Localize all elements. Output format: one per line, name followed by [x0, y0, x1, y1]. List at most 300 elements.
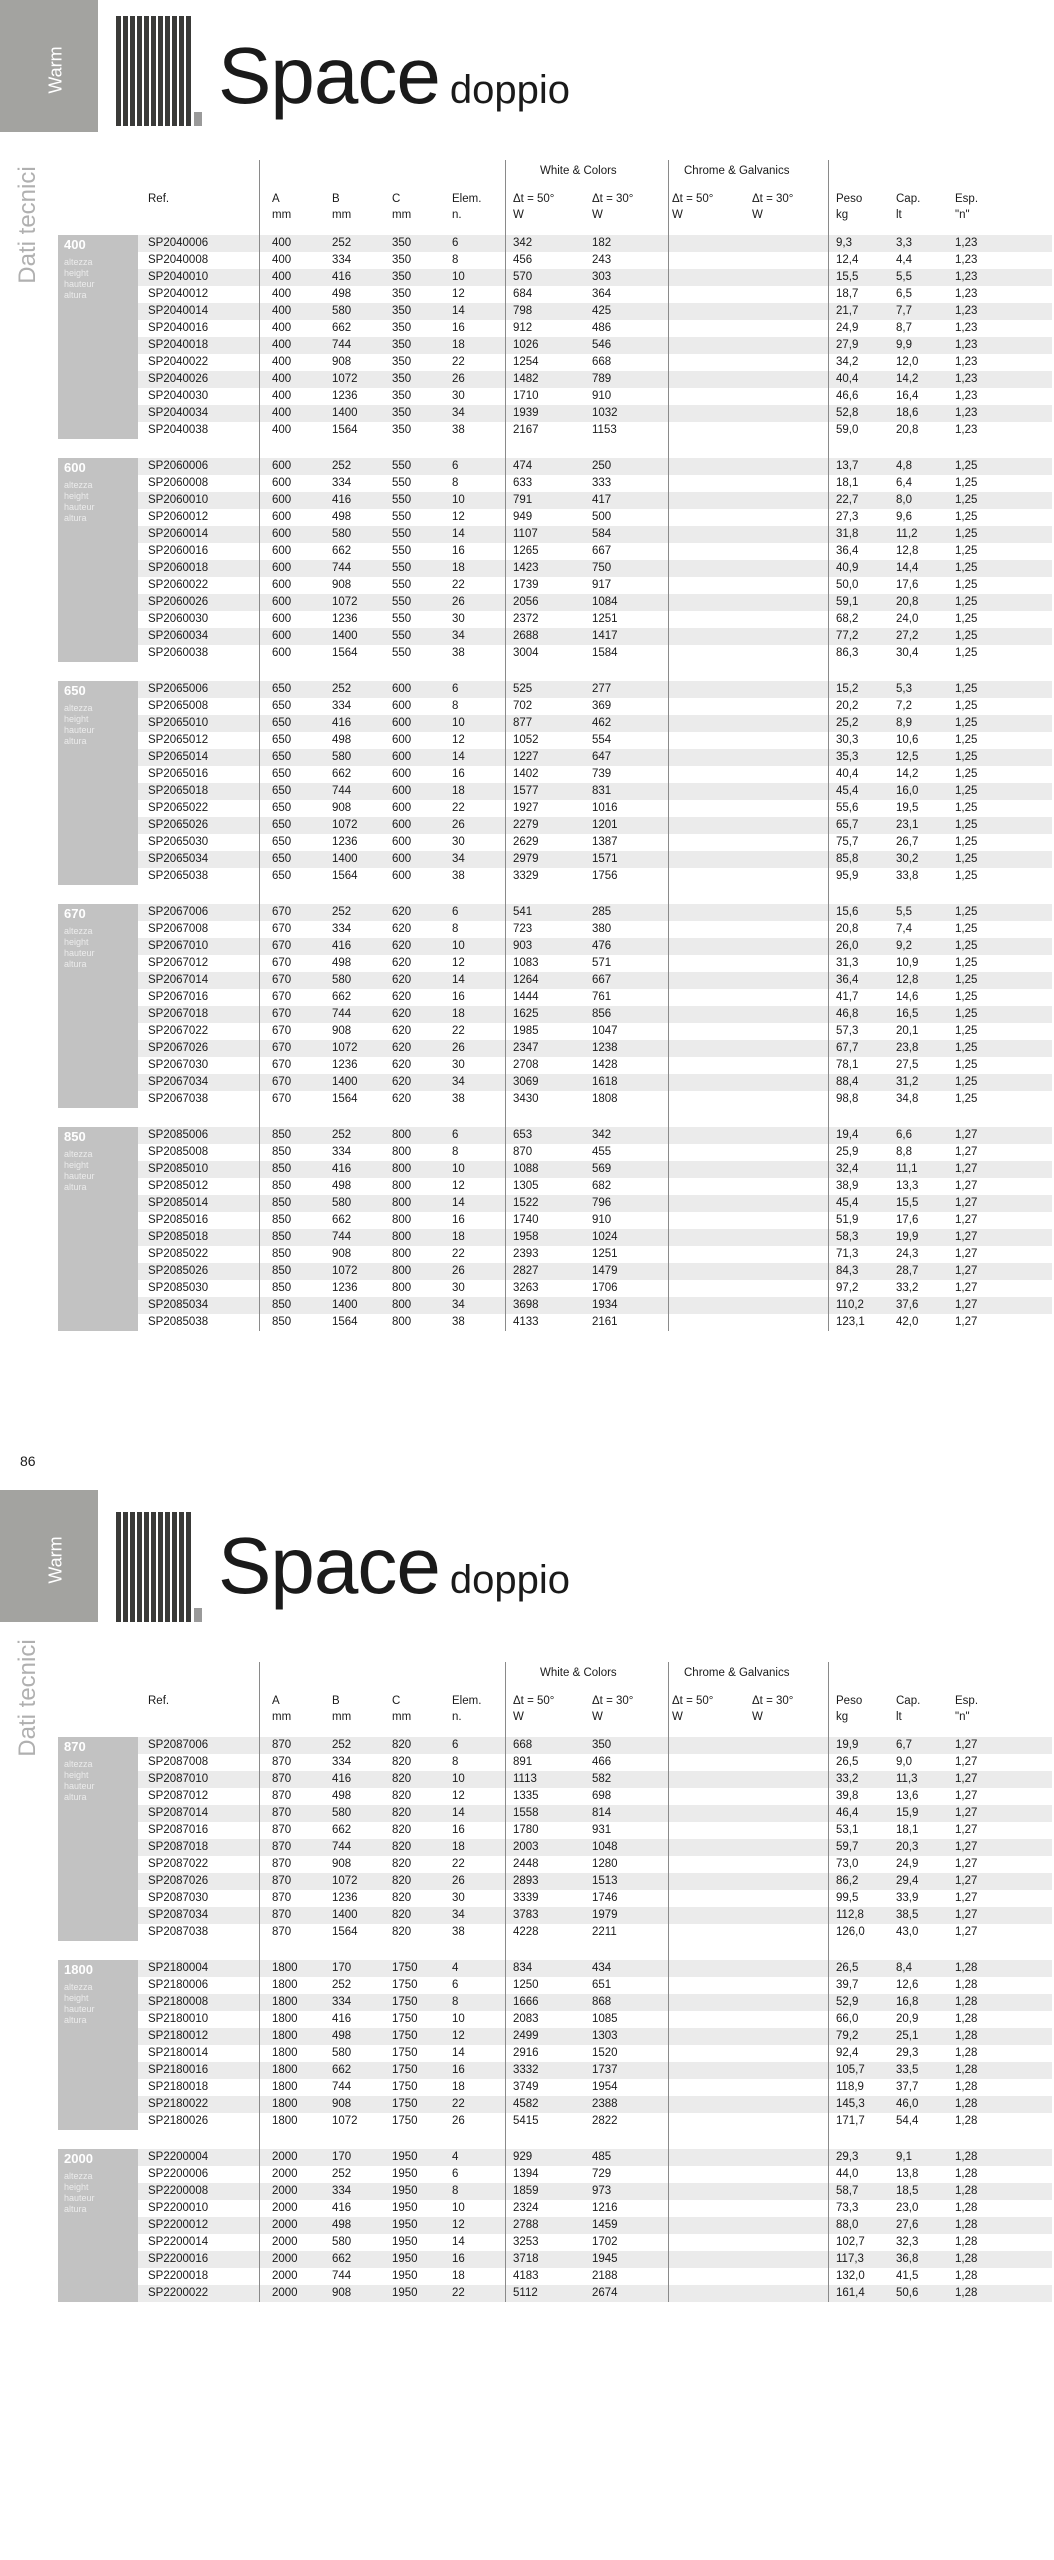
table-cell: 334 [332, 2185, 352, 2197]
table-cell: 73,0 [836, 1858, 859, 1870]
table-cell: 252 [332, 460, 352, 472]
table-cell: 1750 [392, 2098, 418, 2110]
table-row [138, 1994, 1052, 2011]
title-sub: doppio [449, 68, 570, 112]
table-cell: 34 [452, 407, 465, 419]
table-cell: 1,27 [955, 1739, 978, 1751]
height-group [58, 1960, 1052, 2130]
table-cell: 620 [392, 1042, 412, 1054]
table-cell: 800 [392, 1316, 412, 1328]
table-cell: 12 [452, 2219, 465, 2231]
table-row [138, 405, 1052, 422]
table-cell: 1,28 [955, 2202, 978, 2214]
group-label [58, 1960, 138, 2130]
table-cell: 744 [332, 1008, 352, 1020]
table-cell: 800 [392, 1265, 412, 1277]
table-cell: 600 [272, 613, 292, 625]
table-cell: 118,9 [836, 2081, 864, 2093]
table-cell: SP2060038 [148, 647, 209, 659]
table-cell: 1,25 [955, 768, 978, 780]
table-row [138, 543, 1052, 560]
table-cell: 18 [452, 785, 465, 797]
table-cell: SP2060012 [148, 511, 209, 523]
table-cell: 1,25 [955, 991, 978, 1003]
catalog-page-2 [0, 1490, 1054, 2560]
table-cell: 400 [272, 254, 292, 266]
table-cell: 26 [452, 1042, 465, 1054]
table-cell: SP2180022 [148, 2098, 209, 2110]
table-cell: 18,1 [896, 1824, 919, 1836]
table-cell: 27,2 [896, 630, 919, 642]
table-cell: 66,0 [836, 2013, 859, 2025]
table-cell: 1,27 [955, 1875, 978, 1887]
table-cell: 820 [392, 1756, 412, 1768]
table-cell: 1072 [332, 1875, 358, 1887]
table-cell: 856 [592, 1008, 612, 1020]
table-cell: 1084 [592, 596, 618, 608]
table-cell: 2000 [272, 2168, 298, 2180]
table-cell: 44,0 [836, 2168, 859, 2180]
table-cell: 416 [332, 717, 352, 729]
title-main: Space [218, 31, 440, 120]
table-row [138, 681, 1052, 698]
table-cell: 744 [332, 2081, 352, 2093]
table-cell: 670 [272, 923, 292, 935]
table-cell: 1,28 [955, 2287, 978, 2299]
table-cell: 702 [513, 700, 533, 712]
table-cell: 3332 [513, 2064, 539, 2076]
table-cell: 550 [392, 579, 412, 591]
table-cell: 1072 [332, 373, 358, 385]
table-cell: SP2040038 [148, 424, 209, 436]
table-cell: 650 [272, 768, 292, 780]
table-cell: 123,1 [836, 1316, 865, 1328]
table-cell: 474 [513, 460, 533, 472]
table-row [138, 577, 1052, 594]
table-cell: 670 [272, 957, 292, 969]
table-row [138, 286, 1052, 303]
table-cell: 350 [392, 237, 412, 249]
table-cell: 145,3 [836, 2098, 865, 2110]
table-cell: 1950 [392, 2185, 418, 2197]
table-cell: 650 [272, 717, 292, 729]
table-cell: 850 [272, 1316, 292, 1328]
table-cell: 1,27 [955, 1197, 978, 1209]
table-cell: 34 [452, 1909, 465, 1921]
table-row [138, 337, 1052, 354]
table-cell: 27,6 [896, 2219, 919, 2231]
table-cell: 1254 [513, 356, 539, 368]
table-cell: 400 [272, 339, 292, 351]
table-cell: 1564 [332, 1316, 358, 1328]
table-cell: 1740 [513, 1214, 539, 1226]
table-row [138, 2166, 1052, 2183]
table-row [138, 354, 1052, 371]
table-cell: 1479 [592, 1265, 618, 1277]
table-cell: 1,23 [955, 237, 978, 249]
table-cell: 1335 [513, 1790, 539, 1802]
table-cell: 350 [392, 322, 412, 334]
column-unit: mm [392, 209, 412, 221]
table-cell: SP2065030 [148, 836, 209, 848]
table-cell: 1577 [513, 785, 539, 797]
table-cell: 8 [452, 1756, 459, 1768]
table-cell: 670 [272, 1008, 292, 1020]
table-cell: 620 [392, 974, 412, 986]
table-row [138, 1023, 1052, 1040]
table-cell: 670 [272, 1093, 292, 1105]
table-cell: 75,7 [836, 836, 859, 848]
table-cell: 24,3 [896, 1248, 919, 1260]
table-cell: 650 [272, 785, 292, 797]
table-cell: 1,25 [955, 836, 978, 848]
table-cell: 620 [392, 1025, 412, 1037]
table-row [138, 1057, 1052, 1074]
table-cell: 600 [392, 700, 412, 712]
table-cell: 6 [452, 906, 459, 918]
table-cell: 161,4 [836, 2287, 865, 2299]
table-cell: 2499 [513, 2030, 539, 2042]
table-cell: 820 [392, 1926, 412, 1938]
table-cell: 498 [332, 288, 352, 300]
table-cell: 43,0 [896, 1926, 919, 1938]
table-cell: 550 [392, 528, 412, 540]
table-row [138, 1040, 1052, 1057]
table-cell: 12 [452, 511, 465, 523]
table-cell: 26 [452, 2115, 465, 2127]
table-cell: 342 [592, 1129, 612, 1141]
title-sub: doppio [449, 1558, 570, 1602]
table-cell: 1800 [272, 2013, 298, 2025]
table-cell: 31,8 [836, 528, 859, 540]
table-cell: 27,9 [836, 339, 859, 351]
table-cell: 59,7 [836, 1841, 859, 1853]
table-cell: 12 [452, 288, 465, 300]
table-cell: 1400 [332, 1076, 358, 1088]
table-cell: 8 [452, 923, 459, 935]
table-cell: SP2087010 [148, 1773, 209, 1785]
column-divider [259, 160, 260, 1331]
table-row [138, 2113, 1052, 2130]
table-cell: 350 [392, 271, 412, 283]
table-cell: 1,27 [955, 1265, 978, 1277]
table-cell: SP2180006 [148, 1979, 209, 1991]
table-row [138, 303, 1052, 320]
table-cell: 16 [452, 2064, 465, 2076]
table-cell: 820 [392, 1773, 412, 1785]
column-divider [505, 1662, 506, 2302]
table-cell: 4228 [513, 1926, 539, 1938]
table-cell: 19,9 [836, 1739, 859, 1751]
table-cell: 29,3 [836, 2151, 859, 2163]
column-unit: W [513, 209, 524, 221]
table-cell: SP2085038 [148, 1316, 209, 1328]
table-cell: SP2200014 [148, 2236, 209, 2248]
table-cell: 1,23 [955, 305, 978, 317]
table-cell: SP2200006 [148, 2168, 209, 2180]
group-label [58, 904, 138, 1108]
table-cell: 20,8 [896, 596, 919, 608]
table-cell: 1,27 [955, 1214, 978, 1226]
table-cell: 88,4 [836, 1076, 859, 1088]
table-cell: 1584 [592, 647, 618, 659]
table-cell: 2388 [592, 2098, 618, 2110]
header-chrome-galvanics: Chrome & Galvanics [684, 165, 790, 177]
table-cell: 16,5 [896, 1008, 919, 1020]
table-cell: 15,5 [836, 271, 859, 283]
table-cell: 6 [452, 237, 459, 249]
table-cell: 12 [452, 1790, 465, 1802]
height-group [58, 235, 1052, 439]
table-cell: 912 [513, 322, 533, 334]
table-cell: 37,6 [896, 1299, 919, 1311]
table-row [138, 1161, 1052, 1178]
table-cell: 68,2 [836, 613, 859, 625]
table-row [138, 628, 1052, 645]
table-cell: 1,23 [955, 373, 978, 385]
group-label [58, 1127, 138, 1331]
table-cell: 744 [332, 1231, 352, 1243]
table-row [138, 800, 1052, 817]
table-cell: 416 [332, 1773, 352, 1785]
table-cell: 33,2 [836, 1773, 859, 1785]
table-cell: 1,25 [955, 819, 978, 831]
table-cell: 6 [452, 460, 459, 472]
table-cell: 46,6 [836, 390, 859, 402]
table-cell: 620 [392, 991, 412, 1003]
group-caption: altezza height hauteur altura [64, 257, 95, 300]
table-row [138, 1788, 1052, 1805]
table-cell: 667 [592, 545, 612, 557]
table-cell: 350 [392, 407, 412, 419]
table-cell: 620 [392, 1076, 412, 1088]
table-cell: 4,4 [896, 254, 912, 266]
height-group [58, 1127, 1052, 1331]
table-cell: 31,2 [896, 1076, 919, 1088]
table-cell: 1,25 [955, 545, 978, 557]
table-row [138, 2285, 1052, 2302]
product-title [218, 1521, 570, 1610]
table-cell: 3698 [513, 1299, 539, 1311]
table-cell: 13,6 [896, 1790, 919, 1802]
table-cell: 37,7 [896, 2081, 919, 2093]
table-cell: 46,8 [836, 1008, 859, 1020]
header-white-colors: White & Colors [540, 1667, 617, 1679]
table-cell: 1,25 [955, 906, 978, 918]
table-cell: 22 [452, 1248, 465, 1260]
group-caption: altezza height hauteur altura [64, 480, 95, 523]
side-label: Dati tecnici [14, 166, 41, 284]
table-cell: 2167 [513, 424, 539, 436]
table-cell: 14 [452, 974, 465, 986]
table-cell: 252 [332, 683, 352, 695]
table-cell: 24,9 [896, 1858, 919, 1870]
table-cell: 662 [332, 545, 352, 557]
column-header: B [332, 193, 340, 205]
warm-tab-label: Warm [45, 46, 66, 94]
table-cell: 10,9 [896, 957, 919, 969]
table-cell: 949 [513, 511, 533, 523]
table-cell: 1428 [592, 1059, 618, 1071]
table-cell: 1750 [392, 2047, 418, 2059]
table-cell: SP2067008 [148, 923, 209, 935]
table-cell: 550 [392, 596, 412, 608]
table-cell: 1048 [592, 1841, 618, 1853]
table-cell: 38 [452, 1316, 465, 1328]
table-cell: 16 [452, 768, 465, 780]
table-cell: 800 [392, 1214, 412, 1226]
table-cell: 8,0 [896, 494, 912, 506]
table-row [138, 972, 1052, 989]
column-unit: kg [836, 1711, 849, 1723]
table-cell: 92,4 [836, 2047, 859, 2059]
table-cell: 6,6 [896, 1129, 912, 1141]
table-row [138, 2045, 1052, 2062]
table-cell: SP2067038 [148, 1093, 209, 1105]
page-number: 86 [20, 1453, 36, 1469]
table-cell: 2708 [513, 1059, 539, 1071]
table-cell: 1113 [513, 1773, 537, 1785]
table-cell: 1072 [332, 1265, 358, 1277]
table-cell: 6 [452, 1979, 459, 1991]
table-cell: 462 [592, 717, 612, 729]
table-row [138, 1314, 1052, 1331]
table-cell: 908 [332, 1025, 352, 1037]
table-cell: 1,23 [955, 390, 978, 402]
table-cell: 10 [452, 940, 465, 952]
table-cell: 34 [452, 853, 465, 865]
table-cell: 744 [332, 1841, 352, 1853]
table-cell: 16 [452, 545, 465, 557]
table-cell: 2003 [513, 1841, 539, 1853]
table-cell: 800 [392, 1197, 412, 1209]
table-cell: 498 [332, 2030, 352, 2042]
group-label [58, 1737, 138, 1941]
table-cell: 30 [452, 836, 465, 848]
table-cell: 350 [392, 373, 412, 385]
table-cell: 814 [592, 1807, 612, 1819]
table-cell: 17,6 [896, 579, 919, 591]
table-cell: 1107 [513, 528, 538, 540]
table-cell: 25,9 [836, 1146, 859, 1158]
table-cell: SP2087016 [148, 1824, 209, 1836]
table-cell: 1,27 [955, 1282, 978, 1294]
warm-tab [0, 0, 98, 132]
table-cell: SP2065016 [148, 768, 209, 780]
table-cell: 416 [332, 2013, 352, 2025]
table-cell: 1950 [392, 2287, 418, 2299]
table-cell: 1236 [332, 1282, 358, 1294]
table-cell: 6,7 [896, 1739, 912, 1751]
table-cell: 14 [452, 751, 465, 763]
table-row [138, 1178, 1052, 1195]
table-cell: 26 [452, 1265, 465, 1277]
table-cell: 18,1 [836, 477, 859, 489]
table-cell: SP2085022 [148, 1248, 209, 1260]
table-cell: 1,25 [955, 1008, 978, 1020]
table-cell: 570 [513, 271, 533, 283]
group-height: 850 [64, 1129, 86, 1144]
table-cell: SP2085026 [148, 1265, 209, 1277]
table-cell: 400 [272, 424, 292, 436]
column-unit: W [672, 209, 683, 221]
table-row [138, 1890, 1052, 1907]
table-cell: 12,8 [896, 545, 919, 557]
table-cell: 891 [513, 1756, 533, 1768]
table-cell: 670 [272, 906, 292, 918]
table-row [138, 2217, 1052, 2234]
table-cell: 26,5 [836, 1756, 859, 1768]
table-cell: 620 [392, 940, 412, 952]
table-cell: SP2200018 [148, 2270, 209, 2282]
table-cell: 400 [272, 373, 292, 385]
table-cell: SP2060030 [148, 613, 209, 625]
table-row [138, 921, 1052, 938]
table-cell: 33,9 [896, 1892, 919, 1904]
table-cell: 20,2 [836, 700, 859, 712]
table-cell: 252 [332, 1129, 352, 1141]
table-cell: 50,6 [896, 2287, 919, 2299]
table-cell: 580 [332, 305, 352, 317]
table-cell: 1,25 [955, 562, 978, 574]
table-cell: 1,25 [955, 1042, 978, 1054]
table-cell: 35,3 [836, 751, 859, 763]
column-unit: W [513, 1711, 524, 1723]
group-height: 400 [64, 237, 86, 252]
table-cell: 670 [272, 1059, 292, 1071]
table-cell: 456 [513, 254, 533, 266]
table-row [138, 594, 1052, 611]
table-cell: 105,7 [836, 2064, 865, 2076]
table-cell: 820 [392, 1790, 412, 1802]
table-cell: 5,5 [896, 906, 912, 918]
table-cell: 8,4 [896, 1962, 912, 1974]
table-cell: 41,5 [896, 2270, 919, 2282]
table-cell: 662 [332, 2253, 352, 2265]
table-cell: 1,28 [955, 2047, 978, 2059]
table-cell: 1,25 [955, 477, 978, 489]
table-cell: 50,0 [836, 579, 859, 591]
table-cell: 416 [332, 271, 352, 283]
table-cell: 31,3 [836, 957, 859, 969]
table-cell: 45,4 [836, 785, 859, 797]
table-cell: 541 [513, 906, 533, 918]
table-cell: 22 [452, 2287, 465, 2299]
table-cell: 12 [452, 2030, 465, 2042]
table-cell: 550 [392, 460, 412, 472]
table-cell: 400 [272, 305, 292, 317]
table-cell: 10 [452, 1163, 465, 1175]
table-cell: 252 [332, 1739, 352, 1751]
table-cell: 466 [592, 1756, 612, 1768]
table-cell: 662 [332, 768, 352, 780]
table-cell: 1558 [513, 1807, 539, 1819]
column-unit: mm [332, 1711, 352, 1723]
table-cell: 1047 [592, 1025, 618, 1037]
table-cell: 620 [392, 1008, 412, 1020]
table-cell: 850 [272, 1197, 292, 1209]
table-cell: 662 [332, 991, 352, 1003]
table-cell: 65,7 [836, 819, 859, 831]
table-cell: 78,1 [836, 1059, 859, 1071]
table-cell: 870 [272, 1807, 292, 1819]
table-cell: 14 [452, 2236, 465, 2248]
table-cell: 1958 [513, 1231, 539, 1243]
table-cell: 744 [332, 339, 352, 351]
table-cell: 38,9 [836, 1180, 859, 1192]
table-cell: 800 [392, 1299, 412, 1311]
table-cell: 2448 [513, 1858, 539, 1870]
